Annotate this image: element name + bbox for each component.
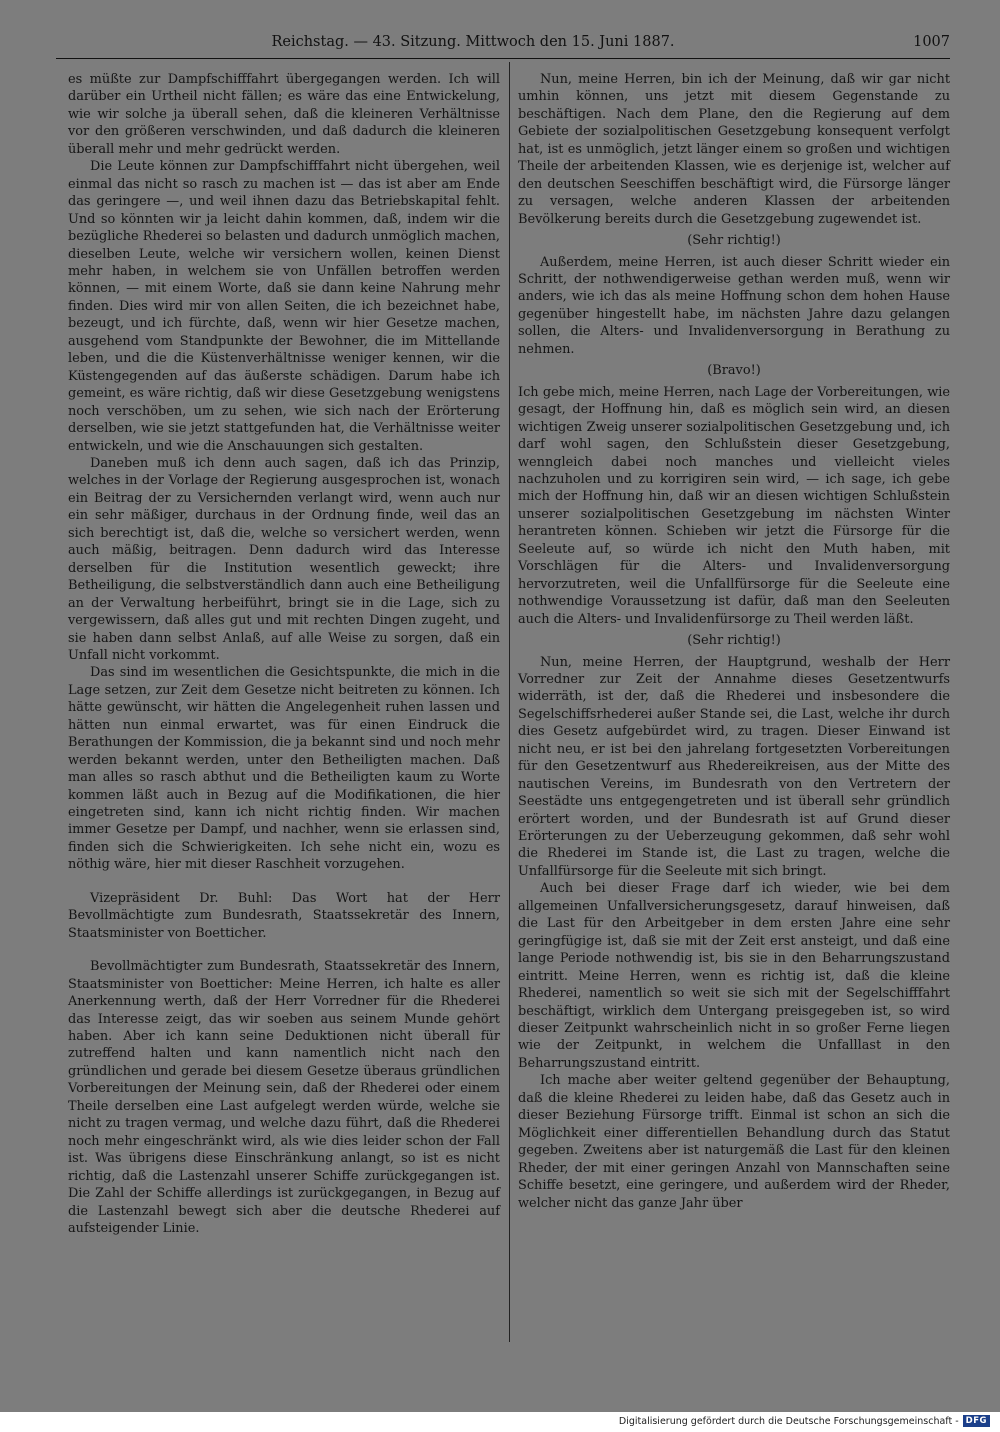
paragraph: Daneben muß ich denn auch sagen, daß ich das Prinzip, welches in der Vorlage der Regierung ausgesprochen ist, wonach ein Beitrag der zu Versichernden verlangt wird, wenn auch nur ein sehr mäßiger, durchaus in der Ordnung finde, weil das an sich berechtigt ist, daß die, welche so versichert werden, wenn auch mäßig, beitragen. Denn dadurch wird das Interesse derselben für die Institution wesentlich geweckt; ihre Betheiligung, die selbstverständlich dann auch eine Betheiligung an der Verwaltung herbeiführt, bringt sie in die Lage, sich zu vergewissern, daß alles gut und mit rechten Dingen zugeht, und sie haben dann selbst Anlaß, auf alle Weise zu sorgen, daß ein Unfall nicht vorkommt. [68,455,500,663]
column-divider [509,62,510,1342]
paragraph: Das sind im wesentlichen die Gesichtspunkte, die mich in die Lage setzen, zur Zeit dem Gesetze nicht beitreten zu können. Ich hätte gewünscht, wir hätten die Angelegenheit ruhen lassen und hätten nun einmal erwartet, was für einen Eindruck die Berathungen der Kommission, die ja bekannt sind und noch mehr werden bekannt werden, unter den Betheiligten machen. Daß man alles so rasch abthut und die Betheiligten kaum zu Worte kommen läßt auch in Bezug auf die Modifikationen, die hier eingetreten sind, kann ich nicht richtig finden. Wir machen immer Gesetze per Dampf, und nachher, wenn sie erlassen sind, finden sich die Schwierigkeiten. Ich sehe nicht ein, wozu es nöthig wäre, hier mit dieser Raschheit vorzugehen. [68,665,500,873]
paragraph: Außerdem, meine Herren, ist auch dieser Schritt wieder ein Schritt, der nothwendigerweise gethan werden muß, wenn wir anders, wie ich das als meine Hoffnung schon dem hohen Hause gegenüber hingestellt habe, im nächsten Jahre dazu gelangen sollen, die Alters- und Invalidenversorgung in Berathung zu nehmen. [518,254,950,357]
speaker-paragraph: Bevollmächtigter zum Bundesrath, Staatssekretär des Innern, Staatsminister von Boetticher: Meine Herren, ich halte es aller Anerkennung werth, daß der Herr Vorredner für die Rhederei das Interesse zeigt, das wir soeben aus seinem Munde gehört haben. Aber ich kann seine Deduktionen nicht überall für zutreffend halten und kann namentlich nicht nach den gründlichen und gerade bei diesem Gesetze überaus gründlichen Vorbereitungen der Meinung sein, daß der Rhederei oder einem Theile derselben eine Last aufgelegt werden würde, welche sie nicht zu tragen vermag, und welche dazu führt, daß die Rhederei noch mehr eingeschränkt wird, als wie dies leider schon der Fall ist. Was übrigens diese Einschränkung anlangt, so ist es nicht richtig, daß die Lastenzahl unserer Schiffe zurückgegangen ist. Die Zahl der Schiffe allerdings ist zurückgegangen, in Bezug auf die Lastenzahl bewegt sich aber die deutsche Rhederei auf aufsteigender Linie. [68,959,500,1236]
paragraph: Ich mache aber weiter geltend gegenüber der Behauptung, daß die kleine Rhederei zu leiden habe, daß das Gesetz auch in dieser Beziehung Fürsorge trifft. Einmal ist schon an sich die Möglichkeit einer differentiellen Behandlung durch das Statut gegeben. Zweitens aber ist naturgemäß die Last für den kleinen Rheder, der mit einer geringen Anzahl von Mannschaften seine Schiffe besetzt, eine geringere, und außerdem wird der Rheder, welcher nicht das ganze Jahr über [518,1073,950,1211]
interjection: (Bravo!) [707,363,761,379]
page-header [56,30,950,59]
paragraph: Nun, meine Herren, der Hauptgrund, weshalb der Herr Vorredner zur Zeit der Annahme dieses Gesetzentwurfs widerräth, ist der, daß die Rhederei und insbesondere die Segelschiffsrhederei außer Stande sei, die Last, welche ihr durch dies Gesetz aufgebürdet wird, zu tragen. Dieser Einwand ist nicht neu, er ist bei den jahrelang fortgesetzten Vorbereitungen für den Gesetzentwurf aus Rhedereikreisen, aus der Mitte des nautischen Vereins, im Bundesrath von den Vertretern der Seestädte uns entgegengetreten und ist überall sehr gründlich erörtert worden, und der Bundesrath ist auf Grund dieser Erörterungen zu der Ueberzeugung gekommen, daß sehr wohl die Rhederei im Stande ist, die Last zu tragen, welche die Unfallfürsorge für die Seeleute mit sich bringt. [518,654,950,879]
digitization-credit [619,1415,990,1427]
interjection: (Sehr richtig!) [687,233,781,249]
paragraph: es müßte zur Dampfschifffahrt übergegangen werden. Ich will darüber ein Urtheil nicht fällen; es wäre das eine Entwickelung, wie wir solche ja überall sehen, daß die kleineren Verhältnisse vor den größeren verschwinden, und daß dadurch die kleineren überall mehr und mehr gedrückt werden. [68,72,500,157]
page-number: 1007 [913,34,950,50]
right-column [518,71,950,1212]
paragraph: Auch bei dieser Frage darf ich wieder, wie bei dem allgemeinen Unfallversicherungsgesetz, darauf hinweisen, daß die Last für den Arbeitgeber in dem ersten Jahre eine sehr geringfügige ist, daß sie mit der Zeit erst ansteigt, und daß eine lange Periode nothwendig ist, bis sie in den Beharrungszustand eintritt. Meine Herren, wenn es richtig ist, daß die kleine Rhederei, namentlich so weit sie sich mit der Segelschifffahrt beschäftigt, wirklich dem Untergang preisgegeben ist, so wird dieser Zeitpunkt wahrscheinlich nicht in so großer Ferne liegen wie der Zeitpunkt, in welchem die Unfalllast in den Beharrungszustand eintritt. [518,881,950,1071]
paragraph: Ich gebe mich, meine Herren, nach Lage der Vorbereitungen, wie gesagt, der Hoffnung hin, daß es möglich sein wird, an diesen wichtigen Zweig unserer sozialpolitischen Gesetzgebung und, ich darf wohl sagen, den Schlußstein dieser Gesetzgebung, wenngleich dabei noch manches und vielleicht vieles nachzuholen und zu korrigiren sein wird, — ich sage, ich gebe mich der Hoffnung hin, daß wir an diesen wichtigen Schlußstein unserer sozialpolitischen Gesetzgebung im nächsten Winter herantreten können. Schieben wir jetzt die Fürsorge für die Seeleute auf, so würde ich nicht den Muth haben, mit Vorschlägen für die Alters- und Invalidenversorgung hervorzutreten, weil die Unfallfürsorge für die Seeleute eine nothwendige Voraussetzung ist dafür, daß man den Seeleuten auch die Alters- und Invalidenfürsorge zu Theil werden läßt. [518,384,950,627]
dfg-logo: DFG [963,1415,990,1427]
left-column [68,71,500,1237]
speaker-paragraph: Vizepräsident Dr. Buhl: Das Wort hat der Herr Bevollmächtigte zum Bundesrath, Staatssekretär des Innern, Staatsminister von Boetticher. [68,890,500,941]
paragraph: Nun, meine Herren, bin ich der Meinung, daß wir gar nicht umhin können, uns jetzt mit diesem Gegenstande zu beschäftigen. Nach dem Plane, den die Regierung auf dem Gebiete der sozialpolitischen Gesetzgebung konsequent verfolgt hat, ist es unmöglich, jetzt länger einem so großen und wichtigen Theile der arbeitenden Klassen, wie es derjenige ist, welcher auf den deutschen Seeschiffen beschäftigt wird, die Fürsorge länger zu versagen, welche anderen Klassen der arbeitenden Bevölkerung bereits durch die Gesetzgebung zugewendet ist. [518,72,950,227]
paragraph: Die Leute können zur Dampfschifffahrt nicht übergehen, weil einmal das nicht so rasch zu machen ist — das ist aber am Ende das geringere —, und weil ihnen dazu das Betriebskapital fehlt. Und so könnten wir ja leicht dahin kommen, daß, indem wir die bezügliche Rhederei so belasten und dadurch unmöglich machen, dieselben Leute, welche wir versichern wollen, keinen Dienst mehr haben, in welchem sie von Unfällen betroffen werden können, — mit einem Worte, daß sie dann keine Nahrung mehr finden. Dies wird mir von allen Seiten, die ich bezeichnet habe, bezeugt, und ich fürchte, daß, wenn wir hier Gesetze machen, ausgehend vom Standpunkte der Bewohner, die im Mittellande leben, und die die Küstenverhältnisse weniger kennen, wir die Küstengegenden auf das äußerste schädigen. Darum habe ich gemeint, es wäre richtig, daß wir diese Gesetzgebung wenigstens noch verschöben, um zu sehen, wie sich nach der Erörterung derselben, wie sie jetzt stattgefunden hat, die Verhältnisse weiter entwickeln, und wie die Anschauungen sich gestalten. [68,159,500,454]
interjection: (Sehr richtig!) [687,633,781,649]
credit-text: Digitalisierung gefördert durch die Deutsche Forschungsgemeinschaft - [618,1415,959,1427]
running-head: Reichstag. — 43. Sitzung. Mittwoch den 15. Juni 1887. [271,34,675,50]
